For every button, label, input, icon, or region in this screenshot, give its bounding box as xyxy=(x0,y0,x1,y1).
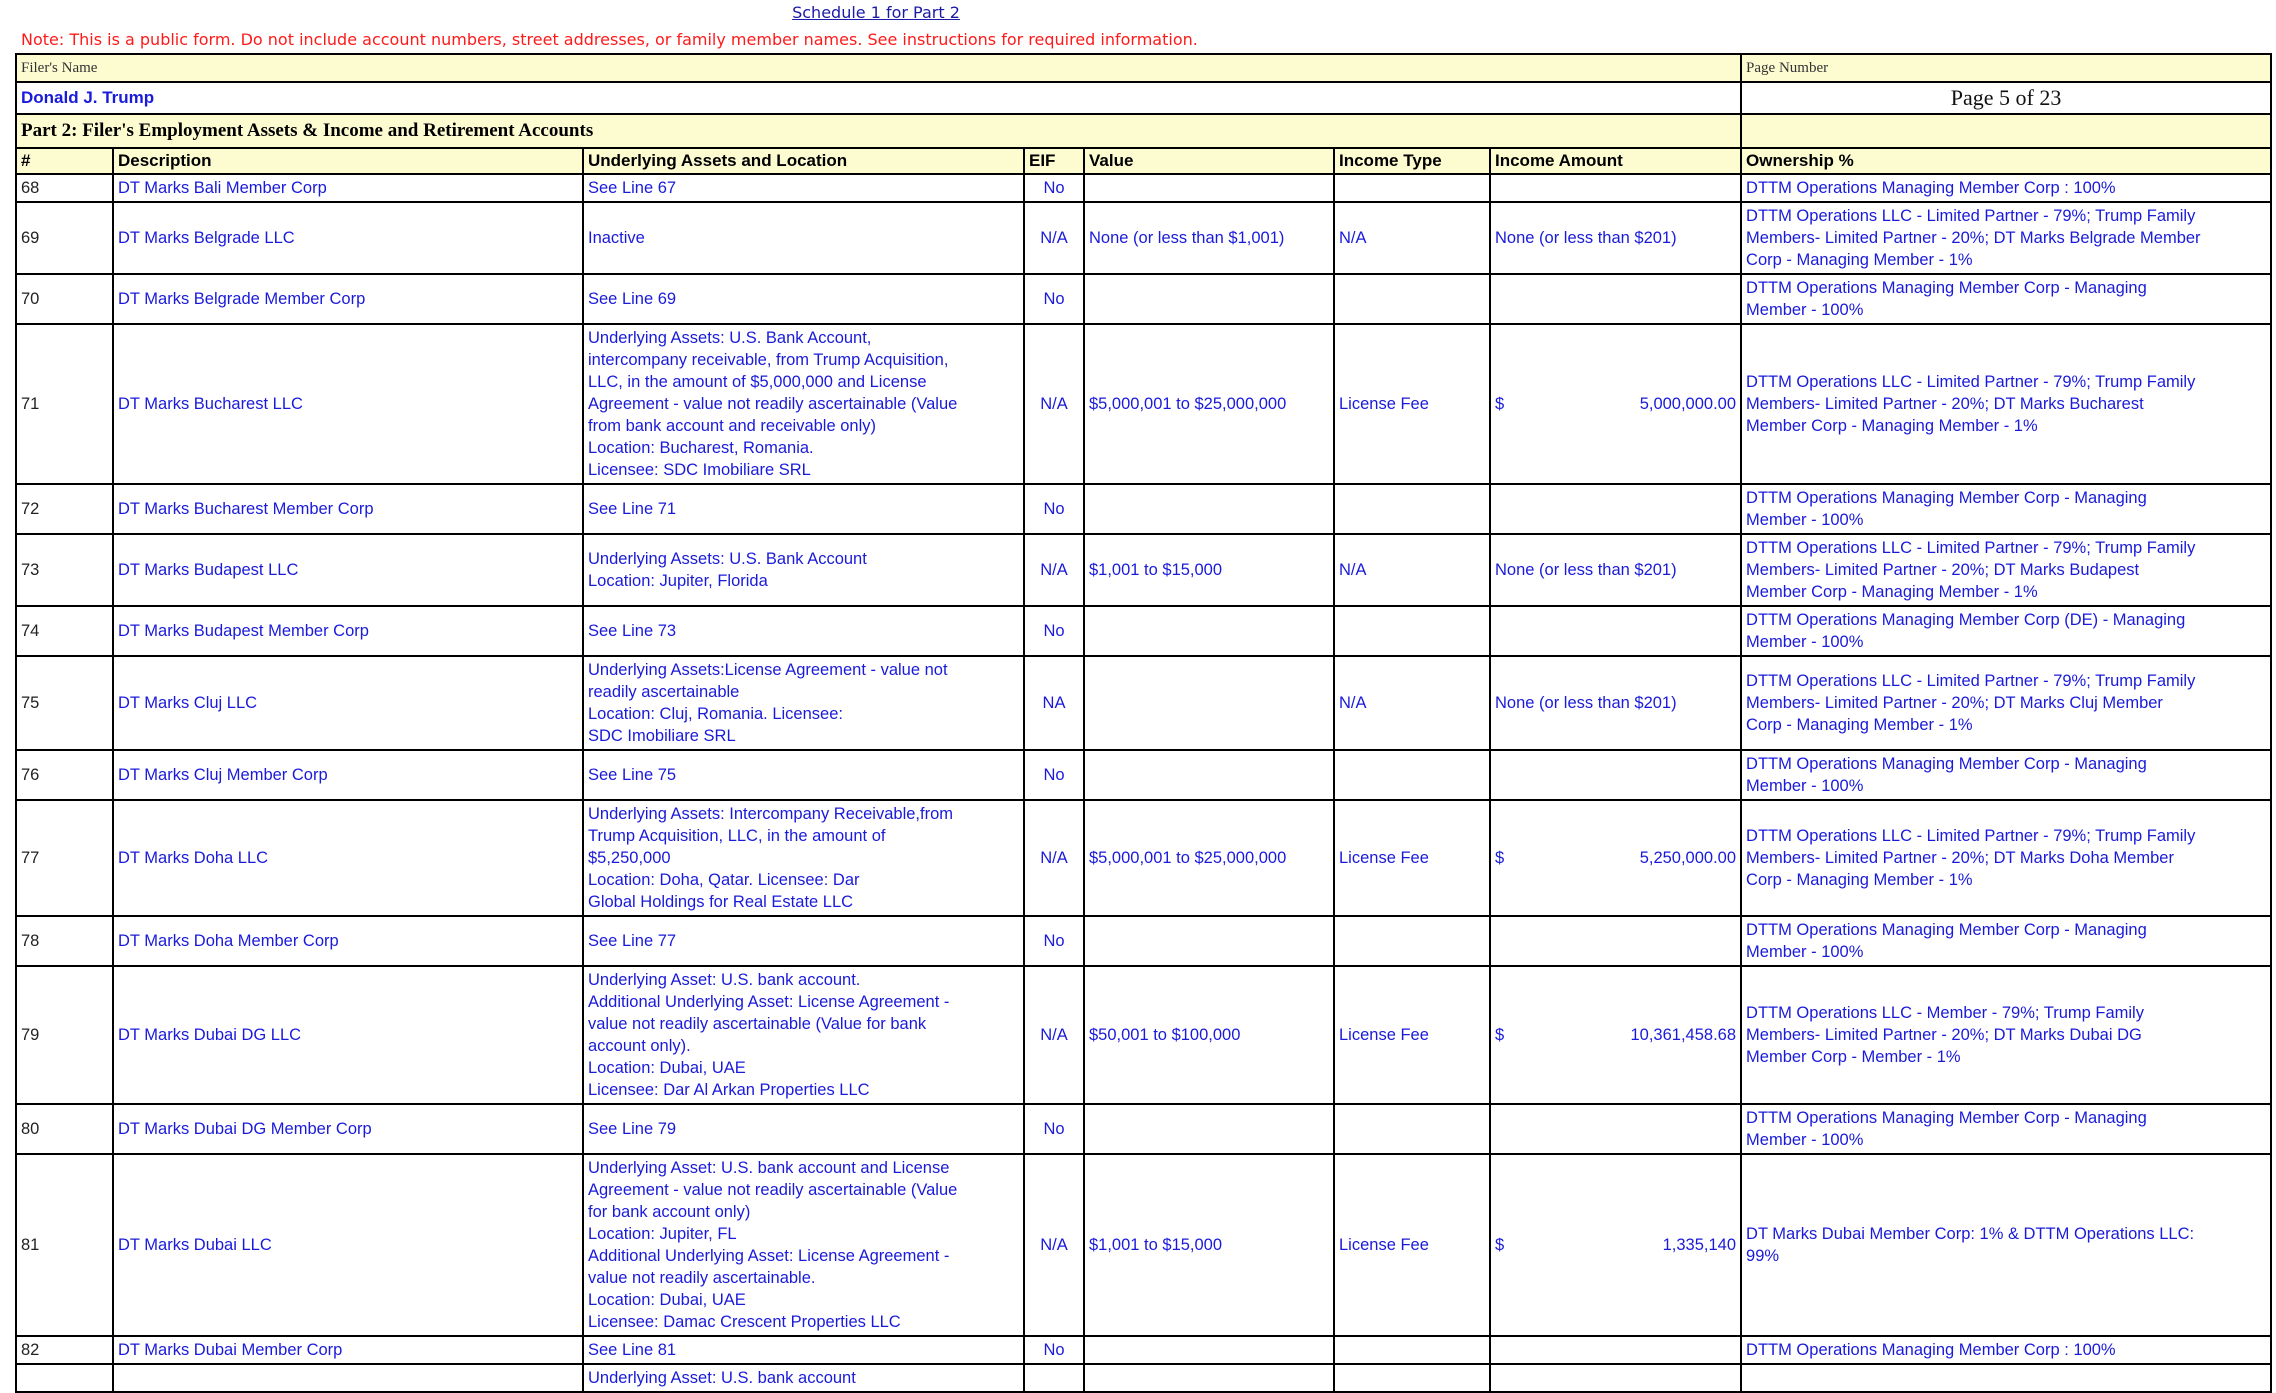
row-underlying-assets-line: See Line 81 xyxy=(588,1341,677,1359)
row-ownership-line: Members- Limited Partner - 20%; DT Marks Budapest xyxy=(1746,561,2140,579)
row-income-amount xyxy=(1490,324,1741,484)
table-row xyxy=(16,606,2271,656)
row-eif: N/A xyxy=(1024,800,1084,916)
row-value xyxy=(1084,606,1334,656)
row-ownership xyxy=(1741,1154,2271,1336)
row-underlying-assets-line: value not readily ascertainable. xyxy=(588,1269,816,1287)
col-header-income-amount: Income Amount xyxy=(1490,148,1741,174)
filer-name: Donald J. Trump xyxy=(16,82,1741,114)
row-ownership-line: DTTM Operations LLC - Limited Partner - 79%; Trump Family xyxy=(1746,672,2196,690)
row-income-amount xyxy=(1490,484,1741,534)
row-underlying-assets-line: Location: Bucharest, Romania. xyxy=(588,439,814,457)
row-number: 75 xyxy=(16,656,113,750)
row-description: DT Marks Bali Member Corp xyxy=(113,174,583,202)
row-description: DT Marks Belgrade LLC xyxy=(113,202,583,274)
table-row xyxy=(16,1104,2271,1154)
income-currency: $ xyxy=(1495,1236,1505,1254)
row-income-type xyxy=(1334,174,1490,202)
table-body xyxy=(16,174,2271,1392)
income-amount-value: 5,000,000.00 xyxy=(1639,395,1737,413)
income-amount-wrap xyxy=(1495,393,1736,415)
row-income-amount xyxy=(1490,606,1741,656)
col-header-description: Description xyxy=(113,148,583,174)
col-header-value: Value xyxy=(1084,148,1334,174)
row-value xyxy=(1084,1336,1334,1364)
row-underlying-assets-line: Licensee: SDC Imobiliare SRL xyxy=(588,461,811,479)
row-underlying-assets xyxy=(583,484,1024,534)
row-ownership-line: DTTM Operations LLC - Member - 79%; Trump Family xyxy=(1746,1004,2144,1022)
row-income-amount xyxy=(1490,174,1741,202)
col-header-eif: EIF xyxy=(1024,148,1084,174)
row-ownership xyxy=(1741,274,2271,324)
row-underlying-assets-line: See Line 77 xyxy=(588,932,677,950)
row-description: DT Marks Dubai Member Corp xyxy=(113,1336,583,1364)
row-ownership-line: Members- Limited Partner - 20%; DT Marks Dubai DG xyxy=(1746,1026,2142,1044)
row-ownership-line: DTTM Operations Managing Member Corp - Managing xyxy=(1746,1109,2147,1127)
income-amount-value: 5,250,000.00 xyxy=(1639,849,1737,867)
row-underlying-assets-line: LLC, in the amount of $5,000,000 and License xyxy=(588,373,927,391)
part-title: Part 2: Filer's Employment Assets & Income and Retirement Accounts xyxy=(16,114,1741,148)
row-eif: N/A xyxy=(1024,324,1084,484)
row-eif: NA xyxy=(1024,656,1084,750)
row-ownership-line: Member Corp - Managing Member - 1% xyxy=(1746,583,2038,601)
row-number: 73 xyxy=(16,534,113,606)
row-underlying-assets-line: Location: Doha, Qatar. Licensee: Dar xyxy=(588,871,860,889)
income-amount-wrap xyxy=(1495,227,1736,249)
row-underlying-assets-line: Underlying Assets: U.S. Bank Account xyxy=(588,550,867,568)
income-amount-value: 10,361,458.68 xyxy=(1630,1026,1737,1044)
table-row xyxy=(16,1364,2271,1392)
row-value xyxy=(1084,916,1334,966)
row-underlying-assets-line: Underlying Assets: U.S. Bank Account, xyxy=(588,329,872,347)
row-income-type: N/A xyxy=(1334,534,1490,606)
row-description: DT Marks Bucharest Member Corp xyxy=(113,484,583,534)
row-underlying-assets-line: See Line 71 xyxy=(588,500,677,518)
row-ownership xyxy=(1741,800,2271,916)
row-underlying-assets-line: Location: Dubai, UAE xyxy=(588,1059,746,1077)
income-amount-value: None (or less than $201) xyxy=(1495,561,1677,579)
table-row xyxy=(16,916,2271,966)
row-underlying-assets-line: Licensee: Dar Al Arkan Properties LLC xyxy=(588,1081,870,1099)
row-ownership-line: 99% xyxy=(1746,1247,1780,1265)
row-description: DT Marks Dubai DG Member Corp xyxy=(113,1104,583,1154)
row-ownership xyxy=(1741,656,2271,750)
row-ownership-line: Corp - Managing Member - 1% xyxy=(1746,716,1973,734)
filer-name-label: Filer's Name xyxy=(16,54,1741,82)
row-ownership-line: DTTM Operations Managing Member Corp : 100% xyxy=(1746,1341,2116,1359)
row-value: $1,001 to $15,000 xyxy=(1084,534,1334,606)
row-underlying-assets-line: Agreement - value not readily ascertainable (Value xyxy=(588,395,958,413)
row-income-type xyxy=(1334,484,1490,534)
row-underlying-assets-line: Trump Acquisition, LLC, in the amount of xyxy=(588,827,886,845)
row-income-amount xyxy=(1490,1336,1741,1364)
row-income-type xyxy=(1334,1364,1490,1392)
col-header-income-type: Income Type xyxy=(1334,148,1490,174)
row-income-type xyxy=(1334,750,1490,800)
row-income-type xyxy=(1334,274,1490,324)
table-row xyxy=(16,484,2271,534)
income-amount-value: None (or less than $201) xyxy=(1495,229,1677,247)
row-income-type: License Fee xyxy=(1334,1154,1490,1336)
row-ownership xyxy=(1741,174,2271,202)
row-number: 70 xyxy=(16,274,113,324)
row-number: 71 xyxy=(16,324,113,484)
row-underlying-assets-line: intercompany receivable, from Trump Acquisition, xyxy=(588,351,949,369)
table-row xyxy=(16,202,2271,274)
row-number: 78 xyxy=(16,916,113,966)
row-income-amount xyxy=(1490,202,1741,274)
row-ownership-line: DTTM Operations LLC - Limited Partner - 79%; Trump Family xyxy=(1746,827,2196,845)
table-row xyxy=(16,1336,2271,1364)
row-value xyxy=(1084,656,1334,750)
row-underlying-assets xyxy=(583,1336,1024,1364)
row-value: $5,000,001 to $25,000,000 xyxy=(1084,324,1334,484)
row-income-amount xyxy=(1490,1104,1741,1154)
row-underlying-assets-line: Underlying Assets:License Agreement - value not xyxy=(588,661,948,679)
row-number xyxy=(16,1364,113,1392)
row-underlying-assets-line: Underlying Asset: U.S. bank account and License xyxy=(588,1159,950,1177)
row-ownership-line: DTTM Operations Managing Member Corp : 100% xyxy=(1746,179,2116,197)
row-ownership xyxy=(1741,916,2271,966)
row-eif: No xyxy=(1024,606,1084,656)
row-underlying-assets-line: for bank account only) xyxy=(588,1203,751,1221)
row-eif: No xyxy=(1024,750,1084,800)
row-eif: N/A xyxy=(1024,966,1084,1104)
row-ownership-line: Member Corp - Member - 1% xyxy=(1746,1048,1961,1066)
row-underlying-assets-line: Location: Jupiter, FL xyxy=(588,1225,737,1243)
table-row xyxy=(16,750,2271,800)
row-income-amount xyxy=(1490,800,1741,916)
row-ownership-line: DT Marks Dubai Member Corp: 1% & DTTM Operations LLC: xyxy=(1746,1225,2195,1243)
row-value xyxy=(1084,1364,1334,1392)
row-ownership-line: Members- Limited Partner - 20%; DT Marks Cluj Member xyxy=(1746,694,2163,712)
income-amount-value: 1,335,140 xyxy=(1662,1236,1737,1254)
row-income-amount xyxy=(1490,656,1741,750)
row-underlying-assets-line: $5,250,000 xyxy=(588,849,671,867)
row-underlying-assets-line: See Line 73 xyxy=(588,622,677,640)
row-underlying-assets xyxy=(583,1104,1024,1154)
row-underlying-assets xyxy=(583,1364,1024,1392)
row-value xyxy=(1084,750,1334,800)
row-underlying-assets-line: Underlying Asset: U.S. bank account. xyxy=(588,971,861,989)
row-description: DT Marks Cluj LLC xyxy=(113,656,583,750)
row-number: 80 xyxy=(16,1104,113,1154)
row-value: None (or less than $1,001) xyxy=(1084,202,1334,274)
row-underlying-assets-line: Underlying Assets: Intercompany Receivable,from xyxy=(588,805,953,823)
row-ownership-line: Member - 100% xyxy=(1746,301,1864,319)
row-ownership-line: DTTM Operations LLC - Limited Partner - 79%; Trump Family xyxy=(1746,539,2196,557)
row-underlying-assets-line: Additional Underlying Asset: License Agreement - xyxy=(588,993,950,1011)
row-eif: No xyxy=(1024,1336,1084,1364)
row-underlying-assets xyxy=(583,750,1024,800)
income-currency: $ xyxy=(1495,1026,1505,1044)
disclosure-table xyxy=(15,53,2272,1393)
income-amount-wrap xyxy=(1495,847,1736,869)
row-underlying-assets-line: Underlying Asset: U.S. bank account xyxy=(588,1369,856,1387)
row-ownership-line: Member - 100% xyxy=(1746,511,1864,529)
row-ownership-line: Member - 100% xyxy=(1746,633,1864,651)
row-description: DT Marks Cluj Member Corp xyxy=(113,750,583,800)
row-ownership xyxy=(1741,202,2271,274)
row-underlying-assets xyxy=(583,916,1024,966)
row-ownership-line: Corp - Managing Member - 1% xyxy=(1746,871,1973,889)
page-number-label: Page Number xyxy=(1741,54,2271,82)
row-underlying-assets xyxy=(583,202,1024,274)
row-underlying-assets-line: See Line 75 xyxy=(588,766,677,784)
row-description xyxy=(113,1364,583,1392)
row-description: DT Marks Bucharest LLC xyxy=(113,324,583,484)
row-ownership xyxy=(1741,484,2271,534)
row-ownership xyxy=(1741,606,2271,656)
row-number: 76 xyxy=(16,750,113,800)
row-income-amount xyxy=(1490,1154,1741,1336)
row-description: DT Marks Dubai LLC xyxy=(113,1154,583,1336)
income-amount-wrap xyxy=(1495,1024,1736,1046)
row-ownership xyxy=(1741,324,2271,484)
row-underlying-assets xyxy=(583,1154,1024,1336)
row-underlying-assets-line: Additional Underlying Asset: License Agreement - xyxy=(588,1247,950,1265)
row-value xyxy=(1084,1104,1334,1154)
row-description: DT Marks Belgrade Member Corp xyxy=(113,274,583,324)
row-underlying-assets-line: Location: Dubai, UAE xyxy=(588,1291,746,1309)
row-underlying-assets-line: Location: Jupiter, Florida xyxy=(588,572,768,590)
row-income-amount xyxy=(1490,274,1741,324)
row-underlying-assets-line: Agreement - value not readily ascertainable (Value xyxy=(588,1181,958,1199)
row-income-type: N/A xyxy=(1334,656,1490,750)
row-eif: N/A xyxy=(1024,1154,1084,1336)
row-underlying-assets xyxy=(583,324,1024,484)
row-underlying-assets xyxy=(583,274,1024,324)
row-number: 82 xyxy=(16,1336,113,1364)
col-header-assets: Underlying Assets and Location xyxy=(583,148,1024,174)
row-income-type: License Fee xyxy=(1334,966,1490,1104)
row-ownership-line: Corp - Managing Member - 1% xyxy=(1746,251,1973,269)
row-ownership xyxy=(1741,750,2271,800)
row-ownership xyxy=(1741,966,2271,1104)
income-currency: $ xyxy=(1495,849,1505,867)
row-income-amount xyxy=(1490,750,1741,800)
row-value: $5,000,001 to $25,000,000 xyxy=(1084,800,1334,916)
row-ownership-line: DTTM Operations Managing Member Corp - Managing xyxy=(1746,921,2147,939)
row-ownership-line: DTTM Operations LLC - Limited Partner - 79%; Trump Family xyxy=(1746,373,2196,391)
table-row xyxy=(16,656,2271,750)
income-amount-wrap xyxy=(1495,1234,1736,1256)
row-underlying-assets-line: Location: Cluj, Romania. Licensee: xyxy=(588,705,843,723)
row-ownership-line: Member Corp - Managing Member - 1% xyxy=(1746,417,2038,435)
row-ownership xyxy=(1741,534,2271,606)
column-header-row xyxy=(16,148,2271,174)
row-underlying-assets-line: SDC Imobiliare SRL xyxy=(588,727,736,745)
row-underlying-assets-line: Inactive xyxy=(588,229,645,247)
row-underlying-assets xyxy=(583,966,1024,1104)
row-ownership-line: Member - 100% xyxy=(1746,1131,1864,1149)
row-eif: No xyxy=(1024,1104,1084,1154)
row-number: 72 xyxy=(16,484,113,534)
row-ownership xyxy=(1741,1364,2271,1392)
row-value: $1,001 to $15,000 xyxy=(1084,1154,1334,1336)
row-eif: No xyxy=(1024,274,1084,324)
row-value xyxy=(1084,274,1334,324)
row-underlying-assets-line: account only). xyxy=(588,1037,691,1055)
row-ownership xyxy=(1741,1336,2271,1364)
row-income-amount xyxy=(1490,966,1741,1104)
income-currency: $ xyxy=(1495,395,1505,413)
col-header-ownership: Ownership % xyxy=(1741,148,2271,174)
row-underlying-assets-line: readily ascertainable xyxy=(588,683,740,701)
table-row xyxy=(16,174,2271,202)
row-underlying-assets xyxy=(583,606,1024,656)
public-form-note: Note: This is a public form. Do not include account numbers, street addresses, or family member names. See instructions for required information. xyxy=(21,30,1198,49)
page-number: Page 5 of 23 xyxy=(1741,82,2271,114)
income-amount-wrap xyxy=(1495,559,1736,581)
row-income-amount xyxy=(1490,1364,1741,1392)
row-underlying-assets-line: See Line 79 xyxy=(588,1120,677,1138)
row-ownership-line: DTTM Operations LLC - Limited Partner - 79%; Trump Family xyxy=(1746,207,2196,225)
table-row xyxy=(16,274,2271,324)
row-income-type xyxy=(1334,1104,1490,1154)
row-underlying-assets xyxy=(583,800,1024,916)
row-underlying-assets xyxy=(583,534,1024,606)
row-description: DT Marks Budapest LLC xyxy=(113,534,583,606)
row-value xyxy=(1084,484,1334,534)
row-eif: No xyxy=(1024,174,1084,202)
row-underlying-assets-line: Licensee: Damac Crescent Properties LLC xyxy=(588,1313,901,1331)
table-row xyxy=(16,800,2271,916)
row-income-type xyxy=(1334,1336,1490,1364)
row-description: DT Marks Dubai DG LLC xyxy=(113,966,583,1104)
row-number: 74 xyxy=(16,606,113,656)
row-ownership-line: DTTM Operations Managing Member Corp - Managing xyxy=(1746,279,2147,297)
row-income-type xyxy=(1334,606,1490,656)
row-number: 81 xyxy=(16,1154,113,1336)
row-income-amount xyxy=(1490,534,1741,606)
income-amount-wrap xyxy=(1495,692,1736,714)
row-ownership-line: DTTM Operations Managing Member Corp - Managing xyxy=(1746,755,2147,773)
table-row xyxy=(16,324,2271,484)
row-value: $50,001 to $100,000 xyxy=(1084,966,1334,1104)
row-income-amount xyxy=(1490,916,1741,966)
schedule-link[interactable]: Schedule 1 for Part 2 xyxy=(792,3,960,22)
row-eif: No xyxy=(1024,484,1084,534)
part-title-filler xyxy=(1741,114,2271,148)
row-ownership-line: Members- Limited Partner - 20%; DT Marks Bucharest xyxy=(1746,395,2144,413)
row-value xyxy=(1084,174,1334,202)
row-eif: No xyxy=(1024,916,1084,966)
row-underlying-assets-line: value not readily ascertainable (Value for bank xyxy=(588,1015,927,1033)
row-ownership-line: Members- Limited Partner - 20%; DT Marks Doha Member xyxy=(1746,849,2174,867)
table-row xyxy=(16,1154,2271,1336)
row-underlying-assets xyxy=(583,656,1024,750)
row-underlying-assets-line: from bank account and receivable only) xyxy=(588,417,876,435)
row-underlying-assets xyxy=(583,174,1024,202)
row-ownership-line: DTTM Operations Managing Member Corp - Managing xyxy=(1746,489,2147,507)
row-income-type: License Fee xyxy=(1334,324,1490,484)
row-eif: N/A xyxy=(1024,534,1084,606)
table-row xyxy=(16,966,2271,1104)
row-income-type xyxy=(1334,916,1490,966)
row-eif: N/A xyxy=(1024,202,1084,274)
row-ownership-line: DTTM Operations Managing Member Corp (DE) - Managing xyxy=(1746,611,2186,629)
row-description: DT Marks Doha Member Corp xyxy=(113,916,583,966)
row-ownership-line: Members- Limited Partner - 20%; DT Marks Belgrade Member xyxy=(1746,229,2201,247)
row-underlying-assets-line: See Line 67 xyxy=(588,179,677,197)
row-ownership-line: Member - 100% xyxy=(1746,943,1864,961)
income-amount-value: None (or less than $201) xyxy=(1495,694,1677,712)
row-number: 68 xyxy=(16,174,113,202)
row-number: 69 xyxy=(16,202,113,274)
row-number: 79 xyxy=(16,966,113,1104)
col-header-number: # xyxy=(16,148,113,174)
row-description: DT Marks Doha LLC xyxy=(113,800,583,916)
row-income-type: N/A xyxy=(1334,202,1490,274)
row-eif xyxy=(1024,1364,1084,1392)
row-income-type: License Fee xyxy=(1334,800,1490,916)
row-description: DT Marks Budapest Member Corp xyxy=(113,606,583,656)
row-underlying-assets-line: Global Holdings for Real Estate LLC xyxy=(588,893,854,911)
row-underlying-assets-line: See Line 69 xyxy=(588,290,677,308)
row-ownership xyxy=(1741,1104,2271,1154)
row-number: 77 xyxy=(16,800,113,916)
table-row xyxy=(16,534,2271,606)
row-ownership-line: Member - 100% xyxy=(1746,777,1864,795)
